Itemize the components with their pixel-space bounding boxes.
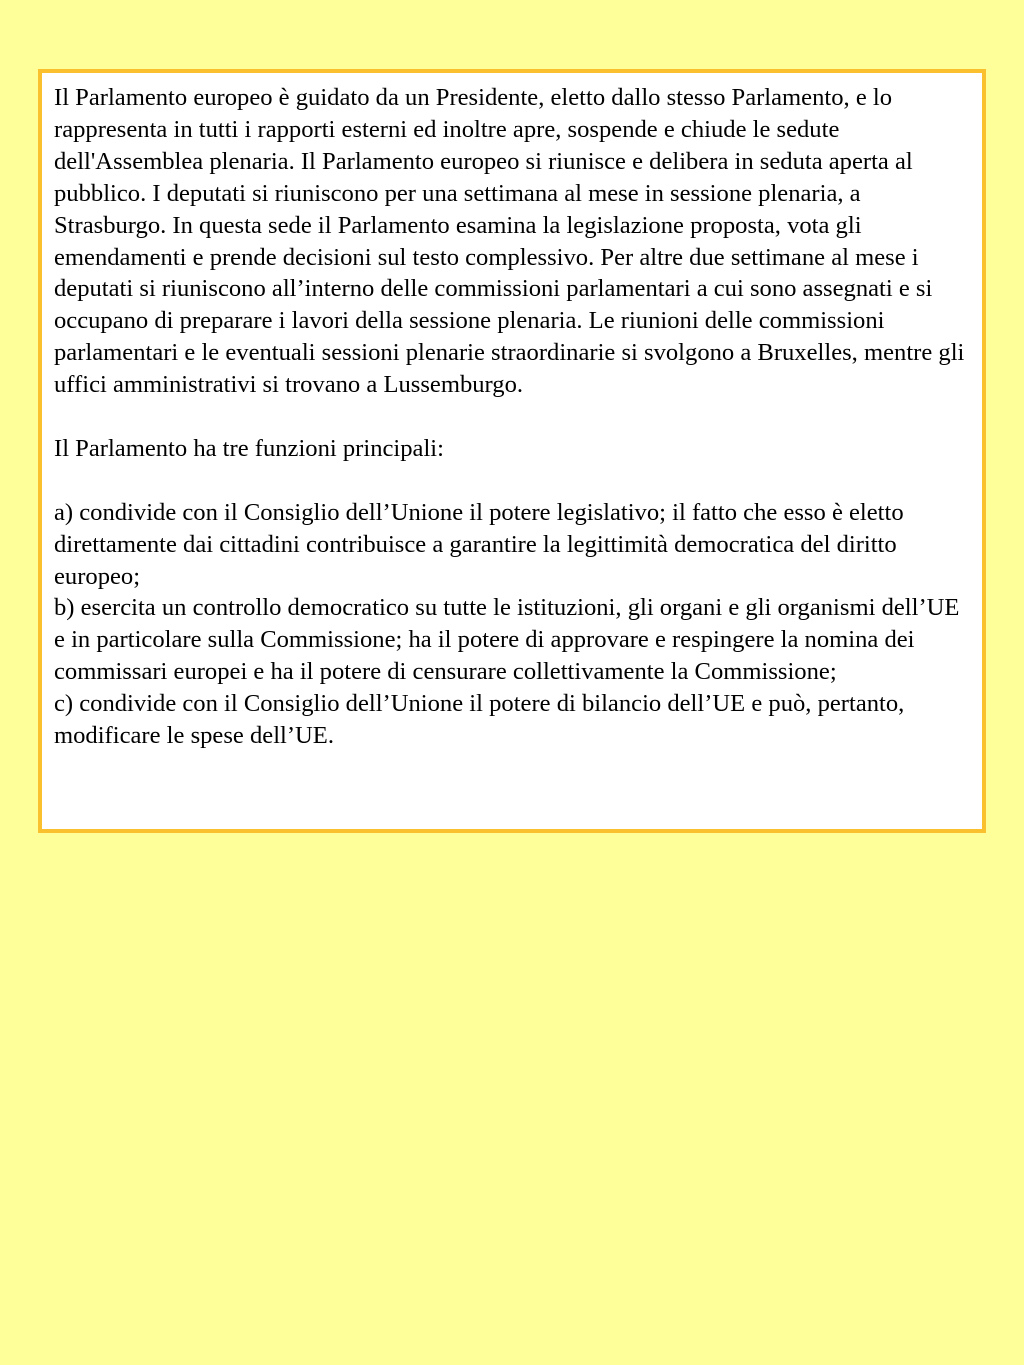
function-c-paragraph: c) condivide con il Consiglio dell’Unione il potere di bilancio dell’UE e può, pertanto, modificare le spese dell’UE. [54, 690, 905, 750]
function-a-paragraph: a) condivide con il Consiglio dell’Unione il potere legislativo; il fatto che esso è eletto direttamente dai cittadini contribuisce a garantire la legittimità democratica del diritto europeo; [54, 498, 904, 590]
function-b-paragraph: b) esercita un controllo democratico su tutte le istituzioni, gli organi e gli organismi dell’UE e in particolare sulla Commissione; ha il potere di approvare e respingere la nomina dei commissari europei e ha il potere di censurare collettivamente la Commissione; [54, 594, 960, 686]
text-box [38, 69, 986, 833]
functions-heading: Il Parlamento ha tre funzioni principali: [54, 434, 444, 462]
paragraph-spacer [54, 465, 970, 497]
paragraph-spacer [54, 401, 970, 433]
intro-paragraph: Il Parlamento europeo è guidato da un Presidente, eletto dallo stesso Parlamento, e lo rappresenta in tutti i rapporti esterni ed inoltre apre, sospende e chiude le sedute dell'Assemblea plenaria. Il Parlamento europeo si riunisce e delibera in seduta aperta al pubblico. I deputati si riuniscono per una settimana al mese in sessione plenaria, a Strasburgo. In questa sede il Parlamento esamina la legislazione proposta, vota gli emendamenti e prende decisioni sul testo complessivo. Per altre due settimane al mese i deputati si riuniscono all’interno delle commissioni parlamentari a cui sono assegnati e si occupano di preparare i lavori della sessione plenaria. Le riunioni delle commissioni parlamentari e le eventuali sessioni plenarie straordinarie si svolgono a Bruxelles, mentre gli uffici amministrativi si trovano a Lussemburgo. [54, 84, 965, 399]
